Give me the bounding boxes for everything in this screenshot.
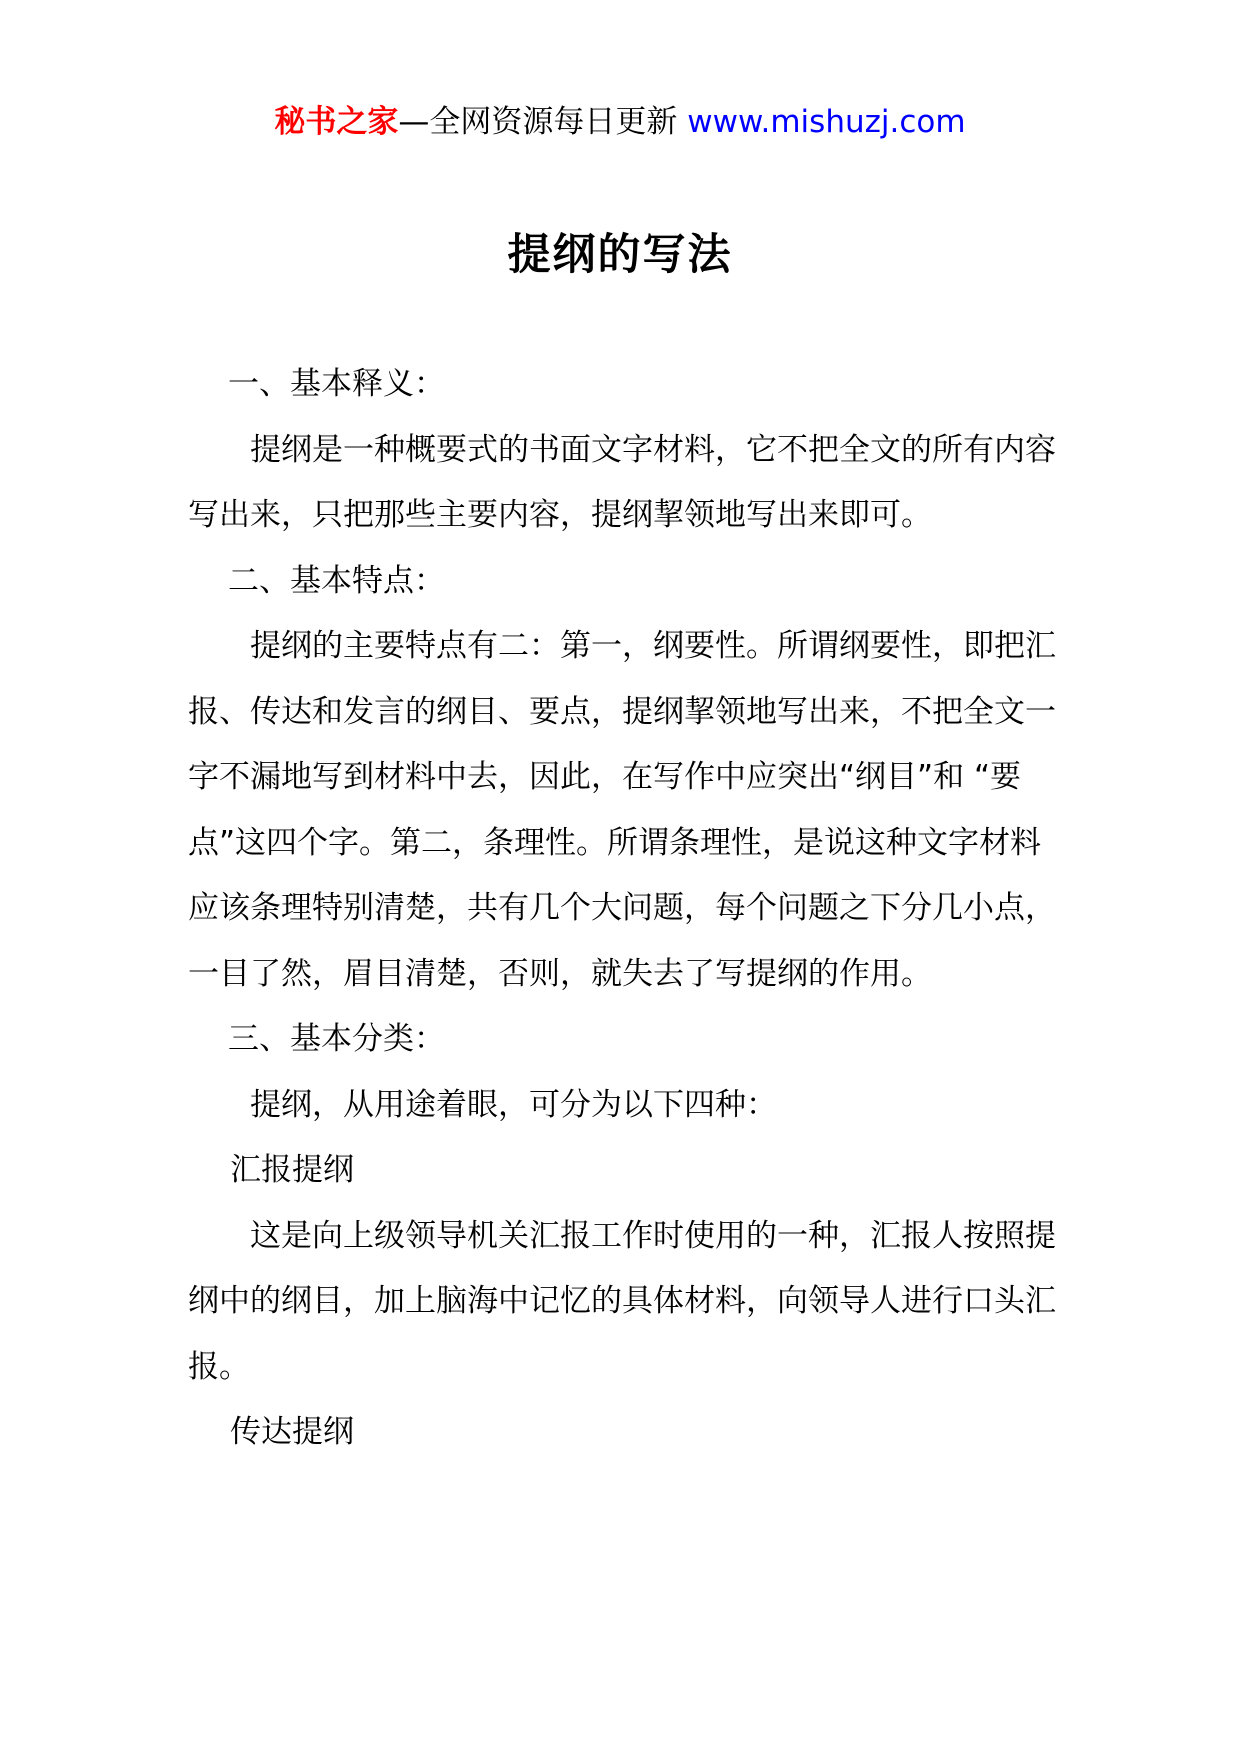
type-heading-report: 汇报提纲 <box>230 1152 354 1188</box>
section-heading-types: 三、基本分类： <box>228 1021 445 1057</box>
brand-name: 秘书之家 <box>274 104 399 140</box>
paragraph-definition: 提纲是一种概要式的书面文字材料，它不把全文的所有内容写出来，只把那些主要内容，提纲挈领地写出来即可。 <box>188 431 1056 533</box>
site-url: www.mishuzj.com <box>687 104 966 140</box>
paragraph-type-report: 这是向上级领导机关汇报工作时使用的一种，汇报人按照提纲中的纲目，加上脑海中记忆的具体材料，向领导人进行口头汇报。 <box>188 1217 1056 1385</box>
section-heading-features: 二、基本特点： <box>228 562 445 599</box>
document-body <box>188 352 1068 1466</box>
site-header <box>0 100 1240 144</box>
paragraph-types-intro: 提纲，从用途着眼，可分为以下四种： <box>250 1086 777 1123</box>
type-heading-relay: 传达提纲 <box>230 1414 354 1450</box>
header-tagline: —全网资源每日更新 <box>398 104 688 140</box>
section-heading-definition: 一、基本释义： <box>228 366 445 402</box>
document-title: 提纲的写法 <box>507 230 733 280</box>
paragraph-features: 提纲的主要特点有二：第一，纲要性。所谓纲要性，即把汇报、传达和发言的纲目、要点，提纲挈领地写出来，不把全文一字不漏地写到材料中去，因此，在写作中应突出“纲目”和 “要点”这四个字。第二，条理性。所谓条理性，是说这种文字材料应该条理特别清楚，共有几个大问题，每个问题之下分几小点，一目了然，眉目清楚，否则，就失去了写提纲的作用。 <box>188 628 1056 992</box>
